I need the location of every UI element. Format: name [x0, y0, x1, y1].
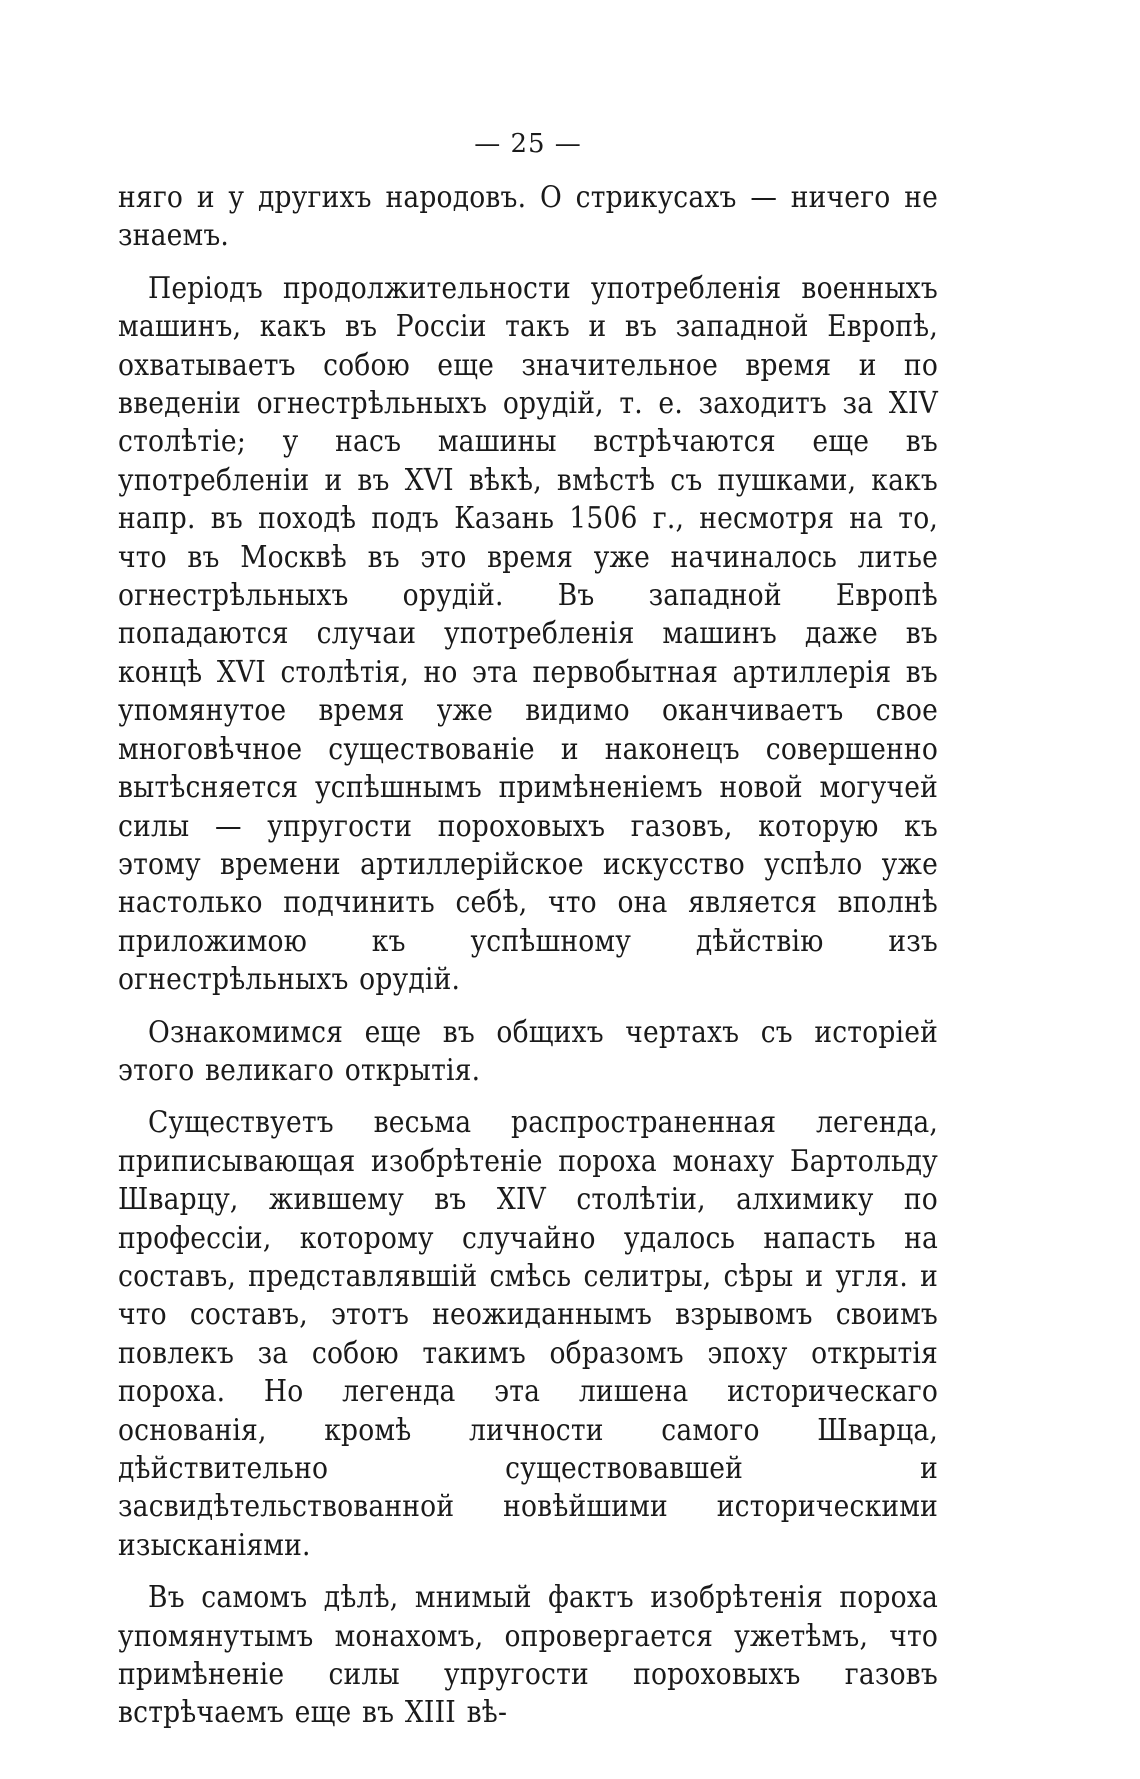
book-page — [118, 118, 938, 1746]
paragraph-history-intro: Ознакомимся еще въ общихъ чертахъ съ исторіей этого великаго открытія. — [118, 1014, 938, 1087]
paragraph-military-machines-period: Періодъ продолжительности употребленія военныхъ машинъ, какъ въ Россіи такъ и въ западной Европѣ, охватываетъ собою еще значительное время и по введеніи огнестрѣльныхъ орудій, т. е. заходитъ за XIV столѣтіе; у насъ машины встрѣчаются еще въ употребленіи и въ XVI вѣкѣ, вмѣстѣ съ пушками, какъ напр. въ походѣ подъ Казань 1506 г., несмотря на то, что въ Москвѣ въ это время уже начиналось литье огнестрѣльныхъ орудій. Въ западной Европѣ попадаются случаи употребленія машинъ даже въ концѣ XVI столѣтія, но эта первобытная артиллерія въ упомянутое время уже видимо оканчиваетъ свое многовѣчное существованіе и наконецъ совершенно вытѣсняется успѣшнымъ примѣненіемъ новой могучей силы — упругости пороховыхъ газовъ, которую къ этому времени артиллерійское искусство успѣло уже настолько подчинить себѣ, что она является вполнѣ приложимою къ успѣшному дѣйствію изъ огнестрѣльныхъ орудій. — [118, 270, 938, 997]
paragraph-continuation: няго и у другихъ народовъ. О стрикусахъ — ничего не знаемъ. — [118, 180, 938, 253]
paragraph-refutation: Въ самомъ дѣлѣ, мнимый фактъ изобрѣтенія пороха упомянутымъ монахомъ, опровергается ужетѣмъ, что примѣненіе силы упругости пороховыхъ газовъ встрѣчаемъ еще въ XIII вѣ- — [118, 1580, 938, 1730]
paragraph-schwarz-legend: Существуетъ весьма распространенная легенда, приписывающая изобрѣтеніе пороха монаху Бартольду Шварцу, жившему въ XIV столѣтіи, алхимику по профессіи, которому случайно удалось напасть на составъ, представлявшій смѣсь селитры, сѣры и угля. и что составъ, этотъ неожиданнымъ взрывомъ своимъ повлекъ за собою такимъ образомъ эпоху открытія пороха. Но легенда эта лишена историческаго основанія, кромѣ личности самого Шварца, дѣйствительно существовавшей и засвидѣтельствованной новѣйшими историческими изысканіями. — [118, 1105, 938, 1562]
page-number: — 25 — — [474, 129, 582, 159]
